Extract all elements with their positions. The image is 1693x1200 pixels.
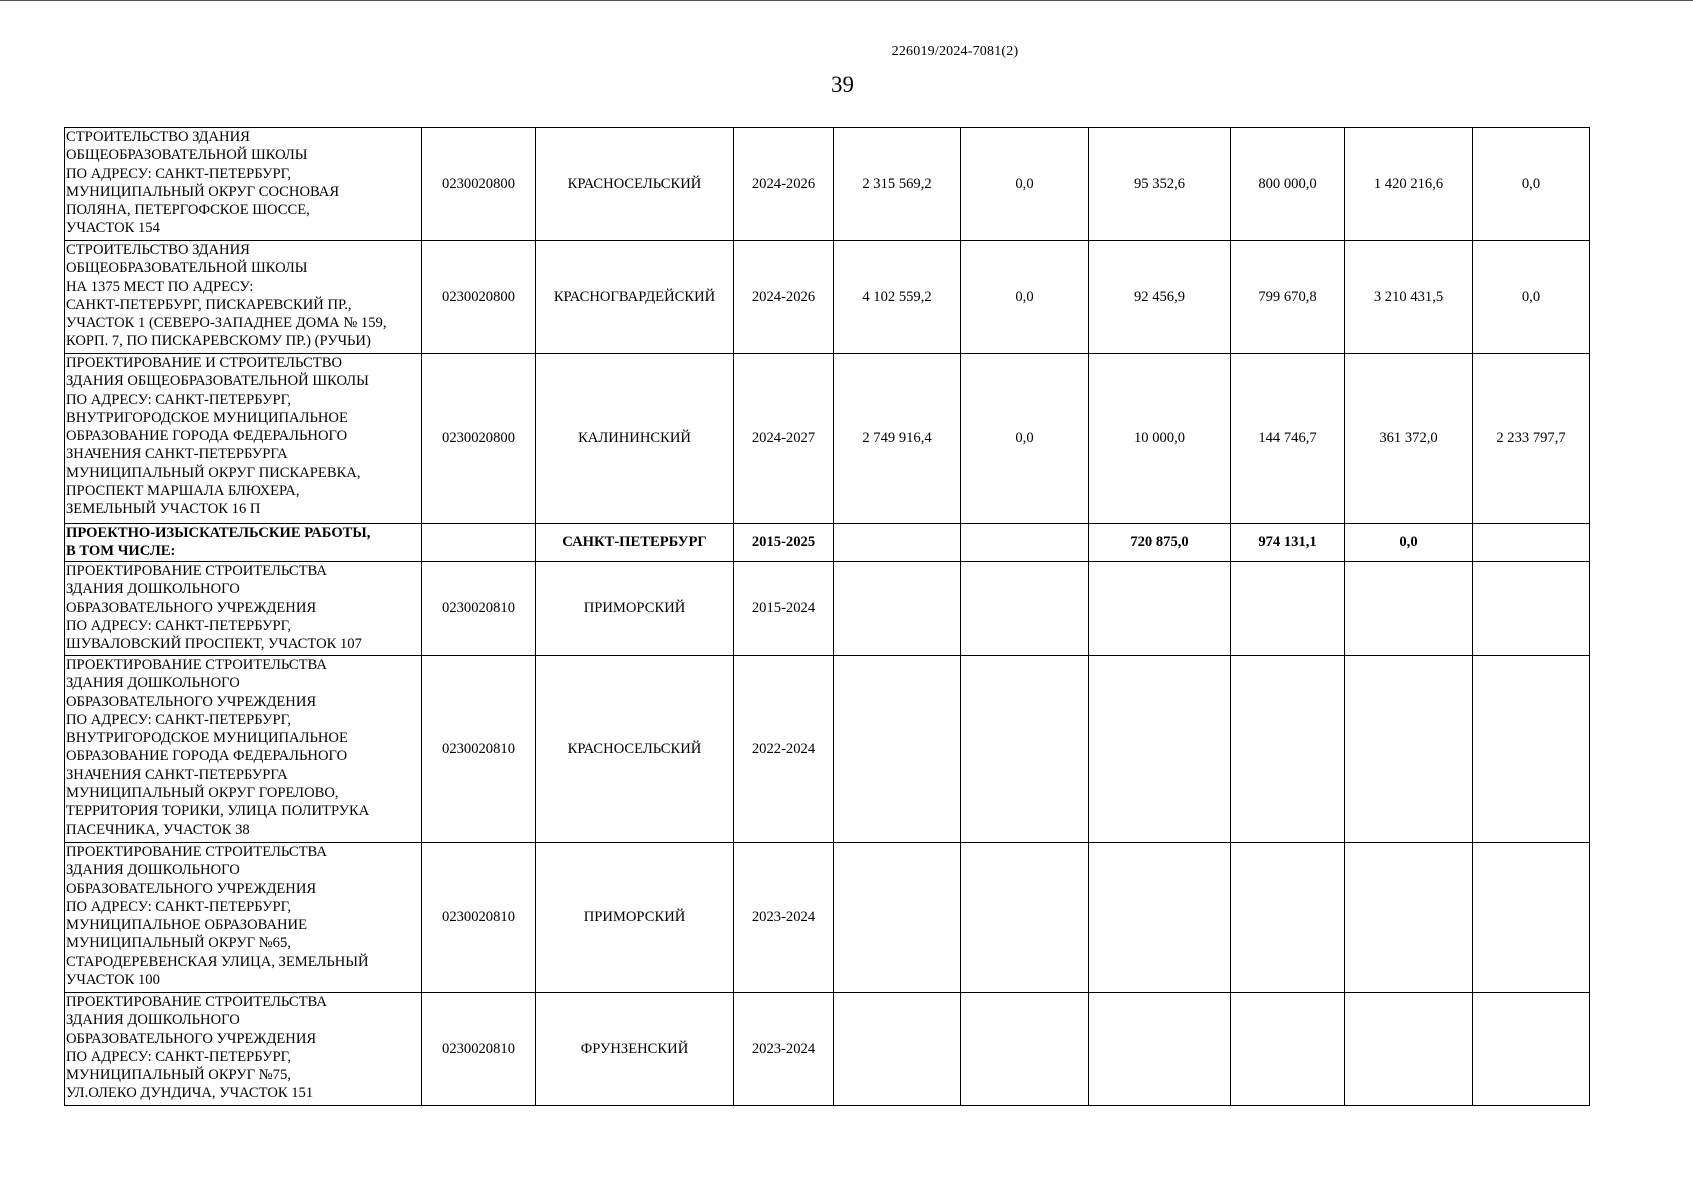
value-4-cell: 0,0 (1345, 524, 1473, 562)
value-3-cell: 974 131,1 (1231, 524, 1345, 562)
value-1-cell (961, 524, 1089, 562)
period-cell: 2024-2026 (734, 128, 834, 241)
value-2-cell (1089, 843, 1231, 993)
value-3-cell (1231, 843, 1345, 993)
code-cell: 0230020810 (422, 843, 536, 993)
value-1-cell (961, 993, 1089, 1106)
object-name-cell: СТРОИТЕЛЬСТВО ЗДАНИЯ ОБЩЕОБРАЗОВАТЕЛЬНОЙ ШКОЛЫ ПО АДРЕСУ: САНКТ-ПЕТЕРБУРГ, МУНИЦИПАЛЬНЫЙ ОКРУГ СОСНОВАЯ ПОЛЯНА, ПЕТЕРГОФСКОЕ ШОССЕ, УЧАСТОК 154 (65, 128, 422, 241)
code-cell: 0230020800 (422, 128, 536, 241)
value-3-cell: 799 670,8 (1231, 241, 1345, 354)
value-1-cell: 0,0 (961, 128, 1089, 241)
object-name-cell: ПРОЕКТНО-ИЗЫСКАТЕЛЬСКИЕ РАБОТЫ, В ТОМ ЧИСЛЕ: (65, 524, 422, 562)
value-3-cell: 144 746,7 (1231, 354, 1345, 524)
value-3-cell: 800 000,0 (1231, 128, 1345, 241)
value-4-cell (1345, 843, 1473, 993)
table-row (65, 993, 1590, 1106)
scan-edge (0, 0, 1693, 1)
value-5-cell (1473, 993, 1590, 1106)
value-5-cell (1473, 562, 1590, 656)
period-cell: 2024-2026 (734, 241, 834, 354)
period-cell: 2022-2024 (734, 656, 834, 843)
value-3-cell (1231, 562, 1345, 656)
table-row (65, 843, 1590, 993)
value-2-cell: 92 456,9 (1089, 241, 1231, 354)
object-name-cell: ПРОЕКТИРОВАНИЕ СТРОИТЕЛЬСТВА ЗДАНИЯ ДОШКОЛЬНОГО ОБРАЗОВАТЕЛЬНОГО УЧРЕЖДЕНИЯ ПО АДРЕСУ: САНКТ-ПЕТЕРБУРГ, ШУВАЛОВСКИЙ ПРОСПЕКТ, УЧАСТОК 107 (65, 562, 422, 656)
table-row (65, 241, 1590, 354)
document-number: 226019/2024-7081(2) (891, 44, 1019, 59)
table-body (65, 128, 1590, 1106)
budget-table (64, 127, 1590, 1106)
period-cell: 2024-2027 (734, 354, 834, 524)
object-name-cell: ПРОЕКТИРОВАНИЕ СТРОИТЕЛЬСТВА ЗДАНИЯ ДОШКОЛЬНОГО ОБРАЗОВАТЕЛЬНОГО УЧРЕЖДЕНИЯ ПО АДРЕСУ: САНКТ-ПЕТЕРБУРГ, МУНИЦИПАЛЬНЫЙ ОКРУГ №75, УЛ.ОЛЕКО ДУНДИЧА, УЧАСТОК 151 (65, 993, 422, 1106)
district-cell: КРАСНОСЕЛЬСКИЙ (536, 656, 734, 843)
district-cell: КРАСНОГВАРДЕЙСКИЙ (536, 241, 734, 354)
value-4-cell: 361 372,0 (1345, 354, 1473, 524)
total-cell: 2 315 569,2 (834, 128, 961, 241)
value-5-cell: 2 233 797,7 (1473, 354, 1590, 524)
code-cell: 0230020800 (422, 241, 536, 354)
code-cell: 0230020810 (422, 656, 536, 843)
object-name-cell: СТРОИТЕЛЬСТВО ЗДАНИЯ ОБЩЕОБРАЗОВАТЕЛЬНОЙ ШКОЛЫ НА 1375 МЕСТ ПО АДРЕСУ: САНКТ-ПЕТЕРБУРГ, ПИСКАРЕВСКИЙ ПР., УЧАСТОК 1 (СЕВЕРО-ЗАПАДНЕЕ ДОМА № 159, КОРП. 7, ПО ПИСКАРЕВСКОМУ ПР.) (РУЧЬИ) (65, 241, 422, 354)
total-cell: 4 102 559,2 (834, 241, 961, 354)
table-row (65, 656, 1590, 843)
code-cell (422, 524, 536, 562)
value-1-cell (961, 656, 1089, 843)
total-cell (834, 993, 961, 1106)
value-3-cell (1231, 993, 1345, 1106)
table-row (65, 354, 1590, 524)
value-1-cell (961, 843, 1089, 993)
value-1-cell: 0,0 (961, 241, 1089, 354)
code-cell: 0230020810 (422, 562, 536, 656)
value-1-cell (961, 562, 1089, 656)
total-cell: 2 749 916,4 (834, 354, 961, 524)
value-2-cell (1089, 656, 1231, 843)
value-5-cell (1473, 656, 1590, 843)
total-cell (834, 524, 961, 562)
object-name-cell: ПРОЕКТИРОВАНИЕ СТРОИТЕЛЬСТВА ЗДАНИЯ ДОШКОЛЬНОГО ОБРАЗОВАТЕЛЬНОГО УЧРЕЖДЕНИЯ ПО АДРЕСУ: САНКТ-ПЕТЕРБУРГ, ВНУТРИГОРОДСКОЕ МУНИЦИПАЛЬНОЕ ОБРАЗОВАНИЕ ГОРОДА ФЕДЕРАЛЬНОГО ЗНАЧЕНИЯ САНКТ-ПЕТЕРБУРГА МУНИЦИПАЛЬНЫЙ ОКРУГ ГОРЕЛОВО, ТЕРРИТОРИЯ ТОРИКИ, УЛИЦА ПОЛИТРУКА ПАСЕЧНИКА, УЧАСТОК 38 (65, 656, 422, 843)
value-5-cell (1473, 524, 1590, 562)
object-name-cell: ПРОЕКТИРОВАНИЕ И СТРОИТЕЛЬСТВО ЗДАНИЯ ОБЩЕОБРАЗОВАТЕЛЬНОЙ ШКОЛЫ ПО АДРЕСУ: САНКТ-ПЕТЕРБУРГ, ВНУТРИГОРОДСКОЕ МУНИЦИПАЛЬНОЕ ОБРАЗОВАНИЕ ГОРОДА ФЕДЕРАЛЬНОГО ЗНАЧЕНИЯ САНКТ-ПЕТЕРБУРГА МУНИЦИПАЛЬНЫЙ ОКРУГ ПИСКАРЕВКА, ПРОСПЕКТ МАРШАЛА БЛЮХЕРА, ЗЕМЕЛЬНЫЙ УЧАСТОК 16 П (65, 354, 422, 524)
value-2-cell: 720 875,0 (1089, 524, 1231, 562)
value-5-cell (1473, 843, 1590, 993)
value-4-cell: 3 210 431,5 (1345, 241, 1473, 354)
value-5-cell: 0,0 (1473, 241, 1590, 354)
object-name-cell: ПРОЕКТИРОВАНИЕ СТРОИТЕЛЬСТВА ЗДАНИЯ ДОШКОЛЬНОГО ОБРАЗОВАТЕЛЬНОГО УЧРЕЖДЕНИЯ ПО АДРЕСУ: САНКТ-ПЕТЕРБУРГ, МУНИЦИПАЛЬНОЕ ОБРАЗОВАНИЕ МУНИЦИПАЛЬНЫЙ ОКРУГ №65, СТАРОДЕРЕВЕНСКАЯ УЛИЦА, ЗЕМЕЛЬНЫЙ УЧАСТОК 100 (65, 843, 422, 993)
period-cell: 2023-2024 (734, 993, 834, 1106)
value-5-cell: 0,0 (1473, 128, 1590, 241)
code-cell: 0230020810 (422, 993, 536, 1106)
district-cell: САНКТ-ПЕТЕРБУРГ (536, 524, 734, 562)
period-cell: 2023-2024 (734, 843, 834, 993)
period-cell: 2015-2024 (734, 562, 834, 656)
district-cell: ФРУНЗЕНСКИЙ (536, 993, 734, 1106)
code-cell: 0230020800 (422, 354, 536, 524)
table-row (65, 562, 1590, 656)
value-4-cell (1345, 993, 1473, 1106)
total-cell (834, 562, 961, 656)
value-2-cell: 95 352,6 (1089, 128, 1231, 241)
district-cell: ПРИМОРСКИЙ (536, 843, 734, 993)
value-4-cell (1345, 562, 1473, 656)
table-row (65, 524, 1590, 562)
total-cell (834, 656, 961, 843)
value-2-cell (1089, 562, 1231, 656)
district-cell: КРАСНОСЕЛЬСКИЙ (536, 128, 734, 241)
period-cell: 2015-2025 (734, 524, 834, 562)
page-number: 39 (831, 72, 854, 97)
total-cell (834, 843, 961, 993)
table-row (65, 128, 1590, 241)
value-4-cell (1345, 656, 1473, 843)
value-2-cell: 10 000,0 (1089, 354, 1231, 524)
value-2-cell (1089, 993, 1231, 1106)
district-cell: ПРИМОРСКИЙ (536, 562, 734, 656)
value-1-cell: 0,0 (961, 354, 1089, 524)
value-4-cell: 1 420 216,6 (1345, 128, 1473, 241)
district-cell: КАЛИНИНСКИЙ (536, 354, 734, 524)
value-3-cell (1231, 656, 1345, 843)
